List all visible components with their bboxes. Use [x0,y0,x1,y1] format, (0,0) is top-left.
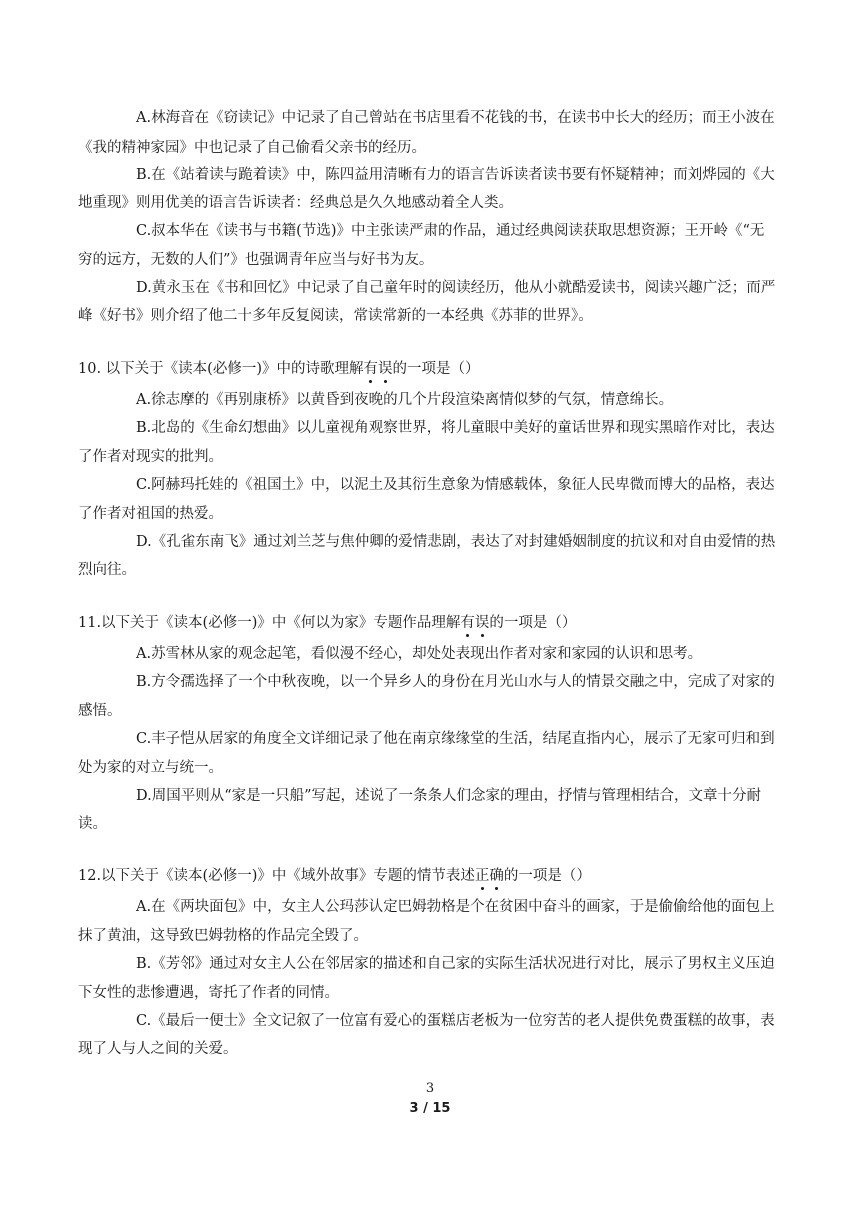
page-count-indicator: 3 / 15 [409,1101,451,1116]
q11-stem [78,614,728,632]
q10-emphasis-char-1: 有 [363,361,378,377]
q9-option-b-line1: B.在《站着读与跪着读》中，陈四益用清晰有力的语言告诉读者读书要有怀疑精神；而刘烨园的《大 [136,167,775,183]
q10-option-b-line2: 了作者对现实的批判。 [78,449,223,465]
q11-option-d-line2: 读。 [78,816,107,832]
q12-option-b-line1: B.《芳邻》通过对女主人公在邻居家的描述和自己家的实际生活状况进行对比，展示了男权主义压迫 [136,956,775,972]
q12-option-a-line2: 抹了黄油，这导致巴姆勃格的作品完全毁了。 [78,928,368,944]
q9-option-a-line2: 《我的精神家园》中也记录了自己偷看父亲书的经历。 [78,140,426,156]
q10-stem-text: 10. 以下关于《读本(必修一)》中的诗歌理解 [78,361,364,377]
q11-option-b-line1: B.方令孺选择了一个中秋夜晚，以一个异乡人的身份在月光山水与人的情景交融之中，完成了对家的 [136,674,775,690]
q12-option-b-line2: 下女性的悲惨遭遇，寄托了作者的同情。 [78,985,339,1001]
q10-stem [78,360,728,378]
q9-option-b-line2: 地重现》则用优美的语言告诉读者：经典总是久久地感动着全人类。 [78,195,513,211]
q10-option-d-line2: 烈向往。 [78,562,136,578]
q11-stem-end: 的一项是（） [489,615,577,631]
q12-option-c-line1: C.《最后一便士》全文记叙了一位富有爱心的蛋糕店老板为一位穷苦的老人提供免费蛋糕的故事，表 [136,1013,775,1029]
q11-option-d-line1: D.周国平则从“家是一只船”写起，述说了一条条人们念家的理由，抒情与管理相结合，文章十分耐 [136,788,762,804]
q12-emphasis-char-1: 正 [474,868,490,884]
q9-option-d-line2: 峰《好书》则介绍了他二十多年反复阅读，常读常新的一本经典《苏菲的世界》。 [78,308,593,324]
q11-stem-text: 11.以下关于《读本(必修一)》中《何以为家》专题作品理解 [78,615,461,631]
q12-option-a-line1: A.在《两块面包》中，女主人公玛莎认定巴姆勃格是个在贫困中奋斗的画家，于是偷偷给他的面包上 [136,899,775,915]
q9-option-c-line1: C.叔本华在《读书与书籍(节选)》中主张读严肃的作品，通过经典阅读获取思想资源；王开岭《“无 [136,223,765,239]
q11-option-a-line1: A.苏雪林从家的观念起笔，看似漫不经心，却处处表现出作者对家和家园的认识和思考。 [136,646,703,662]
q11-emphasis-char-2: 误 [474,615,490,631]
q10-option-c-line2: 了作者对祖国的热爱。 [78,506,223,522]
q9-option-d-line1: D.黄永玉在《书和回忆》中记录了自己童年时的阅读经历，他从小就酷爱读书，阅读兴趣广泛；而严 [136,280,776,296]
q12-stem [78,867,728,885]
q11-option-c-line2: 处为家的对立与统一。 [78,760,223,776]
q12-option-c-line2: 现了人与人之间的关爱。 [78,1041,238,1057]
q12-stem-end: 的一项是（） [503,868,591,884]
q9-option-a-line1: A.林海音在《窃读记》中记录了自己曾站在书店里看不花钱的书，在读书中长大的经历；而王小波在 [136,110,775,126]
q10-option-c-line1: C.阿赫玛托娃的《祖国土》中，以泥土及其衍生意象为情感载体，象征人民卑微而博大的品格，表达 [136,477,775,493]
q10-option-a-line1: A.徐志摩的《再别康桥》以黄昏到夜晚的几个片段渲染离情似梦的气氛，情意绵长。 [136,392,674,408]
q11-option-b-line2: 感悟。 [78,703,122,719]
q10-option-d-line1: D.《孔雀东南飞》通过刘兰芝与焦仲卿的爱情悲剧，表达了对封建婚姻制度的抗议和对自由爱情的热 [136,534,776,550]
q11-emphasis-char-1: 有 [460,615,475,631]
q10-emphasis-char-2: 误 [377,361,393,377]
q12-stem-text: 12.以下关于《读本(必修一)》中《域外故事》专题的情节表述 [78,868,475,884]
q9-option-c-line2: 穷的远方，无数的人们”》也强调青年应当与好书为友。 [78,252,434,268]
q11-option-c-line1: C.丰子恺从居家的角度全文详细记录了他在南京缘缘堂的生活，结尾直指内心，展示了无家可归和到 [136,731,775,747]
q10-option-b-line1: B.北岛的《生命幻想曲》以儿童视角观察世界，将儿童眼中美好的童话世界和现实黑暗作对比，表达 [136,420,775,436]
q12-emphasis-char-2: 确 [489,868,504,884]
q10-stem-end: 的一项是（） [392,361,480,377]
page-number: 3 [425,1081,435,1096]
